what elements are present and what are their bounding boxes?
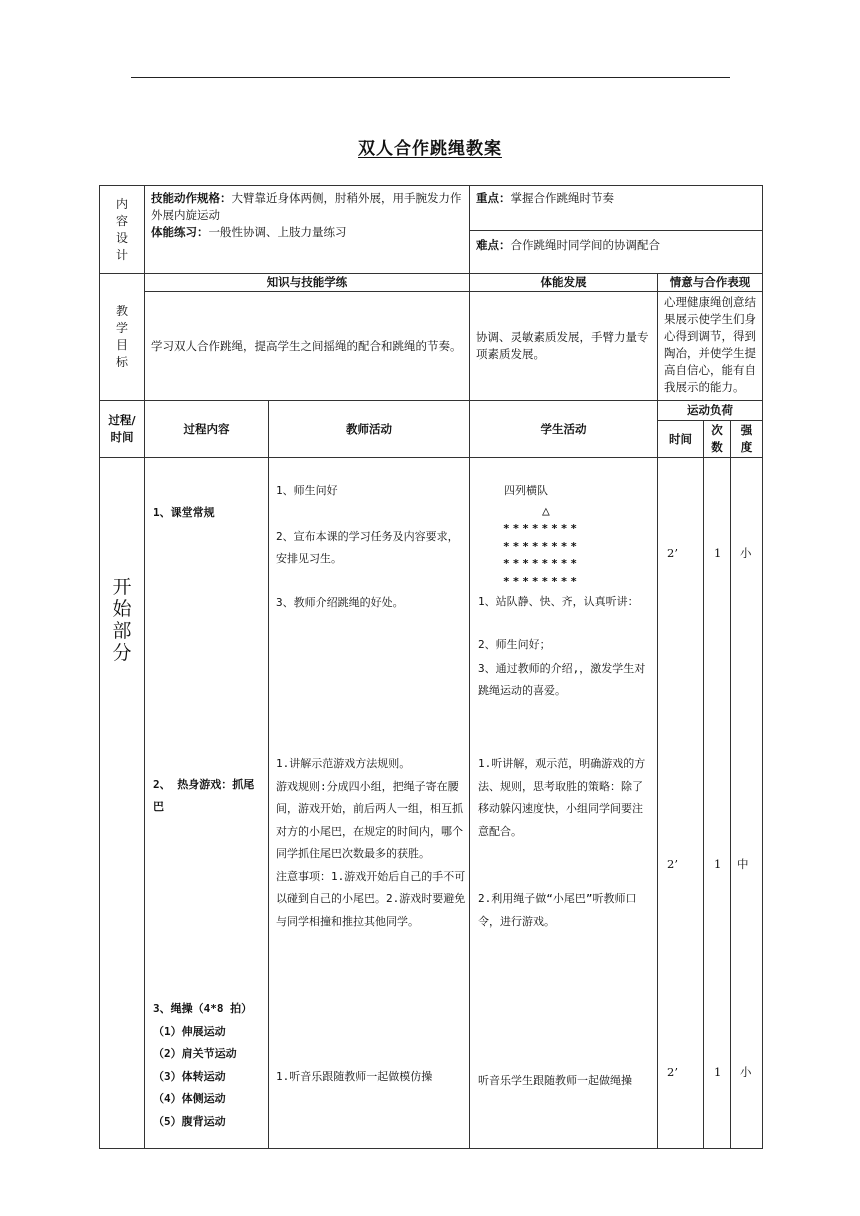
formation-row: ******** (503, 522, 580, 535)
formation-label: 四列横队 (504, 484, 549, 497)
sec1-student-2: 2、师生问好； (478, 638, 551, 651)
goals-col3-text: 心理健康绳创意结果展示使学生们身心得到调节，得到陶冶，并使学生提高自信心，能有自我展示的能力。 (658, 292, 763, 401)
goals-col3-header: 情意与合作表现 (658, 274, 763, 292)
sec3-content-list (153, 998, 252, 1133)
sec3-item: （1）伸展运动 (153, 1024, 226, 1038)
sec2-count: 1 (714, 857, 722, 871)
load-count-cell (704, 458, 731, 1149)
goals-col1-text: 学习双人合作跳绳，提高学生之间摇绳的配合和跳绳的节奏。 (145, 292, 470, 401)
teacher-position-icon: △ (542, 504, 550, 519)
goals-col2-text: 协调、灵敏素质发展，手臂力量专项素质发展。 (470, 292, 658, 401)
student-header: 学生活动 (470, 401, 658, 458)
teacher-header: 教师活动 (269, 401, 470, 458)
sec3-intensity: 小 (740, 1065, 752, 1079)
lesson-plan-table (99, 185, 763, 1149)
document-title: 双人合作跳绳教案 (358, 139, 502, 159)
header-rule (131, 77, 730, 78)
sec3-item: （2）肩关节运动 (153, 1047, 237, 1060)
content-cell (145, 458, 269, 1149)
formation-row: ******** (503, 539, 580, 553)
sec2-time: 2’ (667, 857, 678, 871)
sec1-teacher-1: 1、师生问好 (276, 484, 338, 497)
sec2-student-2: 2.利用绳子做“小尾巴”听教师口令，进行游戏。 (478, 892, 637, 928)
formation-row: ******** (503, 557, 580, 570)
sec2-content: 2、 热身游戏：抓尾巴 (153, 778, 255, 813)
sec3-item: （4）体侧运动 (153, 1092, 226, 1105)
process-time-header: 过程/时间 (100, 401, 145, 458)
sec3-time: 2’ (667, 1065, 678, 1079)
sec3-student: 听音乐学生跟随教师一起做绳操 (478, 1074, 633, 1087)
student-cell (470, 458, 658, 1149)
student-formation (503, 520, 580, 590)
sec1-intensity: 小 (740, 546, 752, 560)
load-intensity-header: 强度 (731, 421, 763, 458)
sec1-time: 2’ (667, 546, 678, 560)
sec1-student-1: 1、站队静、快、齐，认真听讲： (478, 595, 639, 608)
sec3-item: （3）体转运动 (153, 1069, 226, 1083)
load-intensity-cell (731, 458, 763, 1149)
sec3-teacher: 1.听音乐跟随教师一起做模仿操 (276, 1070, 433, 1083)
sec2-teacher: 1.讲解示范游戏方法规则。 游戏规则:分成四小组，把绳子寄在腰间，游戏开始，前后两人一组，相互抓对方的小尾巴，在规定的时间内，哪个同学抓住尾巴次数最多的获胜。 注意事项：1.游戏开始后自己的手不可以碰到自己的小尾巴。2.游戏时要避免与同学相撞和推拉其他同学。 (276, 757, 466, 928)
design-header: 内容设计 (100, 186, 145, 274)
sec1-content: 1、课堂常规 (153, 506, 215, 519)
load-count-header: 次数 (704, 421, 731, 458)
phase-label: 开始部分 (112, 576, 132, 664)
sec1-teacher-2: 2、宣布本课的学习任务及内容要求，安排见习生。 (276, 530, 459, 565)
sec3-item: 3、绳操（4*8 拍） (153, 1002, 253, 1015)
load-header: 运动负荷 (658, 401, 763, 421)
sec1-student-3: 3、通过教师的介绍,，激发学生对跳绳运动的喜爱。 (478, 662, 646, 697)
sec2-intensity: 中 (737, 857, 749, 871)
design-difficulty: 难点：合作跳绳时同学间的协调配合 (470, 231, 763, 274)
content-header: 过程内容 (145, 401, 269, 458)
sec1-count: 1 (714, 546, 722, 560)
sec3-item: （5）腹背运动 (153, 1114, 226, 1128)
load-time-header: 时间 (658, 421, 704, 458)
goals-col1-header: 知识与技能学练 (145, 274, 470, 292)
sec1-teacher-3: 3、教师介绍跳绳的好处。 (276, 596, 404, 609)
goals-col2-header: 体能发展 (470, 274, 658, 292)
teacher-cell (269, 458, 470, 1149)
formation-row: ******** (503, 574, 580, 588)
design-key-point: 重点：掌握合作跳绳时节奏 (470, 186, 763, 231)
design-skill-cell: 技能动作规格：大臂靠近身体两侧，肘稍外展，用手腕发力作外展内旋运动 体能练习：一般性协调、上肢力量练习 (145, 186, 470, 274)
phase-cell (100, 458, 145, 1149)
sec3-count: 1 (714, 1065, 722, 1079)
goals-header: 教学目标 (100, 274, 145, 401)
load-time-cell (658, 458, 704, 1149)
sec2-student-1: 1.听讲解，观示范，明确游戏的方法、规则，思考取胜的策略：除了移动躲闪速度快，小组同学间要注意配合。 (478, 757, 646, 838)
